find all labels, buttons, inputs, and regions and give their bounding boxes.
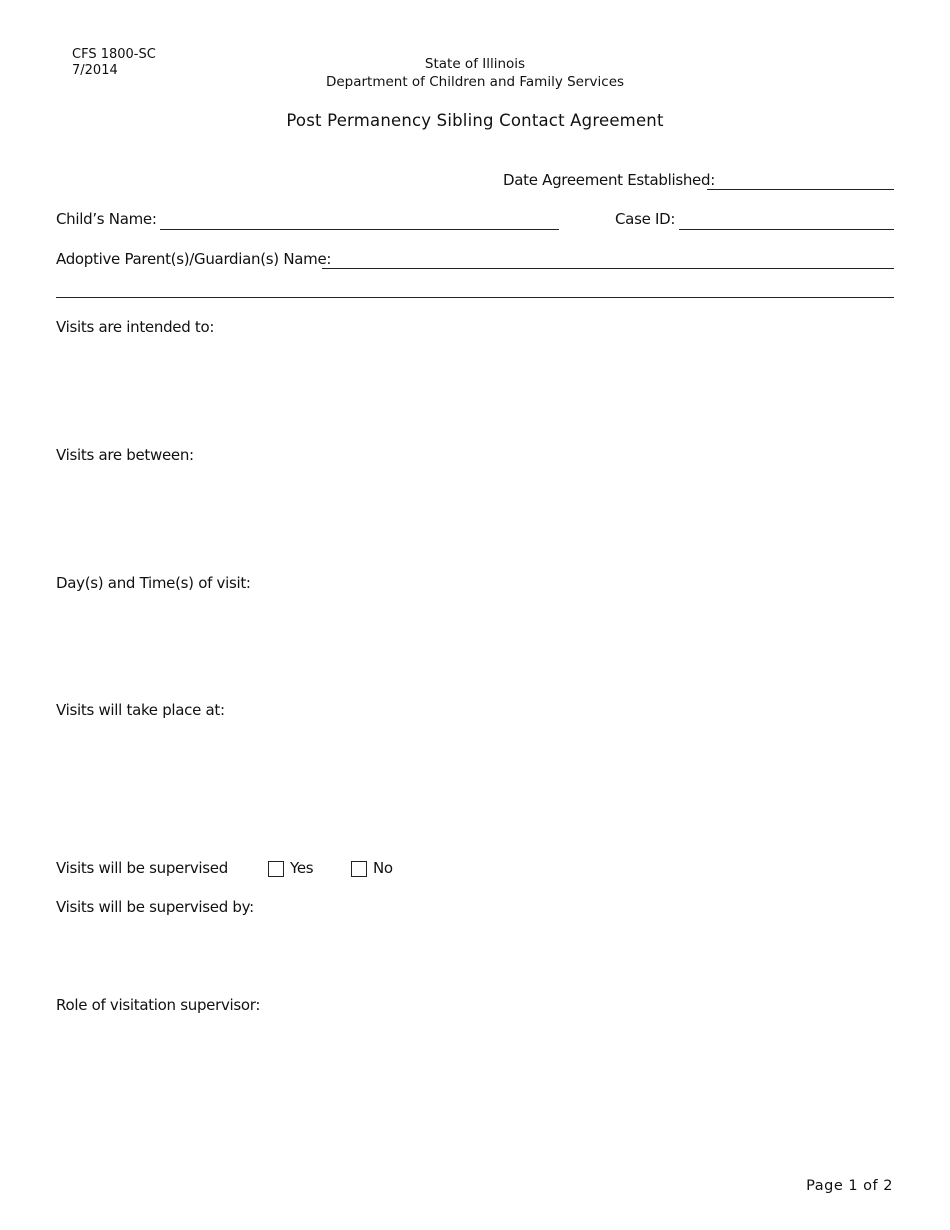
- form-date: 7/2014: [72, 63, 118, 78]
- case-id-field[interactable]: [679, 229, 894, 230]
- department-name: Department of Children and Family Services: [325, 74, 625, 90]
- adoptive-parent-label: Adoptive Parent(s)/Guardian(s) Name:: [56, 250, 332, 268]
- supervised-yes-checkbox[interactable]: [268, 861, 284, 877]
- supervisor-role-label: Role of visitation supervisor:: [56, 996, 261, 1014]
- agency-header: [0, 55, 950, 91]
- visits-intended-label: Visits are intended to:: [56, 318, 215, 336]
- visit-place-label: Visits will take place at:: [56, 701, 225, 719]
- visits-between-label: Visits are between:: [56, 446, 194, 464]
- supervised-no-label: No: [373, 859, 393, 877]
- visits-supervised-label: Visits will be supervised: [56, 859, 228, 877]
- form-number: CFS 1800-SC: [72, 47, 156, 62]
- child-name-label: Child’s Name:: [56, 210, 157, 228]
- adoptive-parent-field-continued[interactable]: [56, 297, 894, 298]
- supervised-no-checkbox[interactable]: [351, 861, 367, 877]
- supervised-by-label: Visits will be supervised by:: [56, 898, 254, 916]
- page-number: Page 1 of 2: [806, 1178, 893, 1194]
- supervised-yes-label: Yes: [290, 859, 314, 877]
- adoptive-parent-field[interactable]: [322, 268, 894, 269]
- date-established-field[interactable]: [707, 189, 894, 190]
- state-name: State of Illinois: [424, 56, 526, 72]
- child-name-field[interactable]: [160, 229, 559, 230]
- visit-days-times-label: Day(s) and Time(s) of visit:: [56, 574, 251, 592]
- case-id-label: Case ID:: [615, 210, 676, 228]
- date-established-label: Date Agreement Established:: [503, 171, 715, 189]
- document-title: Post Permanency Sibling Contact Agreement: [286, 111, 664, 130]
